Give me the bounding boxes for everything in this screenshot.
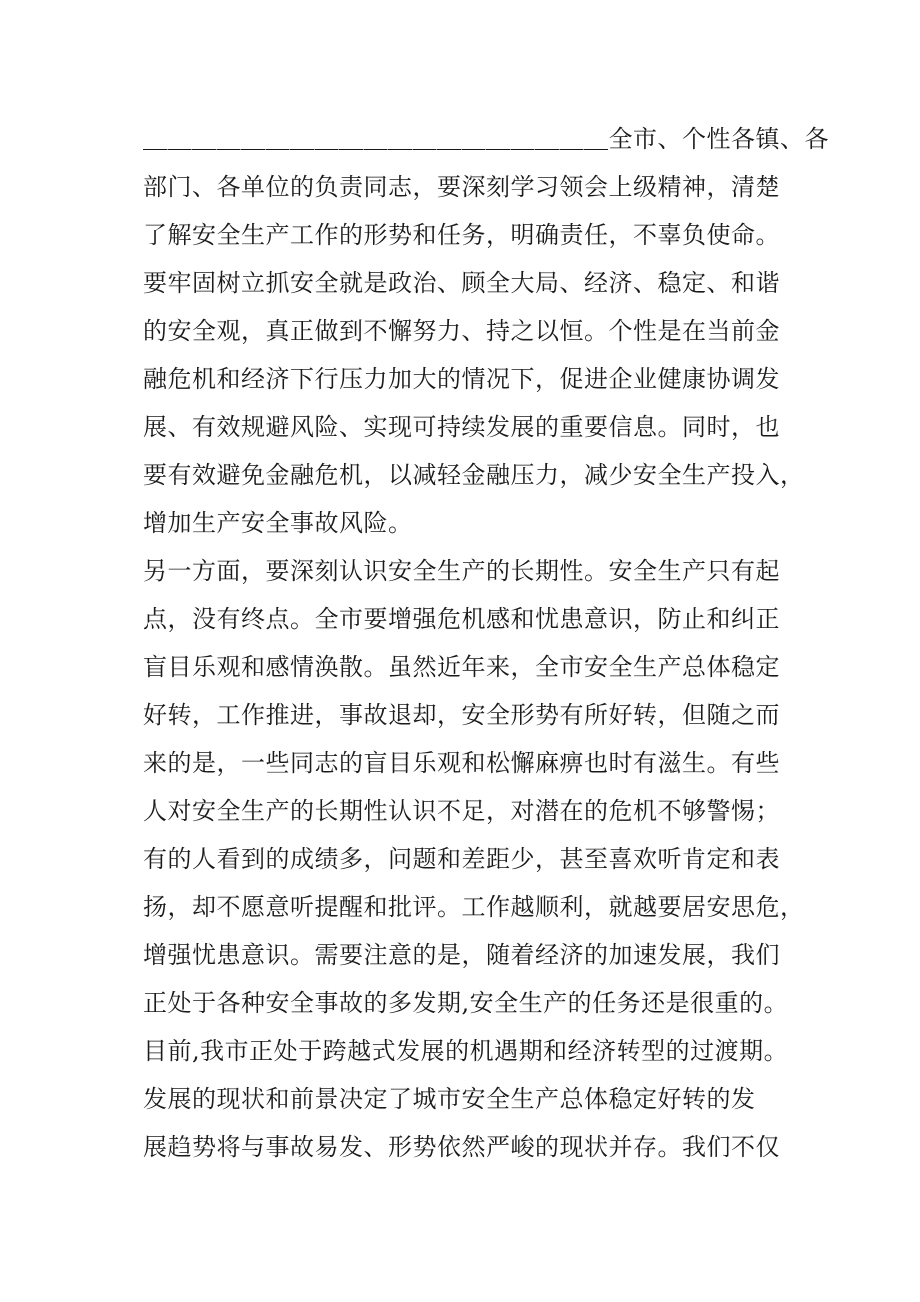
paragraph-2 [143,547,805,1171]
text-line: 好转，工作推进，事故退却，安全形势有所好转，但随之而 [143,701,780,729]
text-line: 增加生产安全事故风险。 [143,509,413,537]
paragraph-1 [143,115,829,547]
text-line: 盲目乐观和感情涣散。虽然近年来，全市安全生产总体稳定 [143,653,780,681]
text-line: 展趋势将与事故易发、形势依然严峻的现状并存。我们不仅 [143,1133,780,1161]
text-line: 的安全观，真正做到不懈努力、持之以恒。个性是在当前金 [143,317,780,345]
text-line: 发展的现状和前景决定了城市安全生产总体稳定好转的发 [143,1085,756,1113]
text-line: 了解安全生产工作的形势和任务，明确责任，不辜负使命。 [143,221,780,249]
text-line: 正处于各种安全事故的多发期,安全生产的任务还是很重的。 [143,989,789,1017]
text-line: 另一方面，要深刻认识安全生产的长期性。安全生产只有起 [143,557,780,585]
text-line: 融危机和经济下行压力加大的情况下，促进企业健康协调发 [143,365,780,393]
text-line: ＿＿＿＿＿＿＿＿＿＿＿＿＿＿＿＿＿＿＿全市、个性各镇、各 [143,125,829,153]
text-line: 部门、各单位的负责同志，要深刻学习领会上级精神，清楚 [143,173,780,201]
text-line: 展、有效规避风险、实现可持续发展的重要信息。同时，也 [143,413,780,441]
text-line: 要有效避免金融危机，以减轻金融压力，减少安全生产投入， [143,461,805,489]
text-line: 要牢固树立抓安全就是政治、顾全大局、经济、稳定、和谐 [143,269,780,297]
text-line: 有的人看到的成绩多，问题和差距少，甚至喜欢听肯定和表 [143,845,780,873]
text-line: 点，没有终点。全市要增强危机感和忧患意识，防止和纠正 [143,605,780,633]
text-line: 扬，却不愿意听提醒和批评。工作越顺利，就越要居安思危， [143,893,805,921]
text-line: 增强忧患意识。需要注意的是，随着经济的加速发展，我们 [143,941,780,969]
text-line: 目前,我市正处于跨越式发展的机遇期和经济转型的过渡期。 [143,1037,789,1065]
text-line: 来的是，一些同志的盲目乐观和松懈麻痹也时有滋生。有些 [143,749,780,777]
text-line: 人对安全生产的长期性认识不足，对潜在的危机不够警惕； [143,797,780,825]
